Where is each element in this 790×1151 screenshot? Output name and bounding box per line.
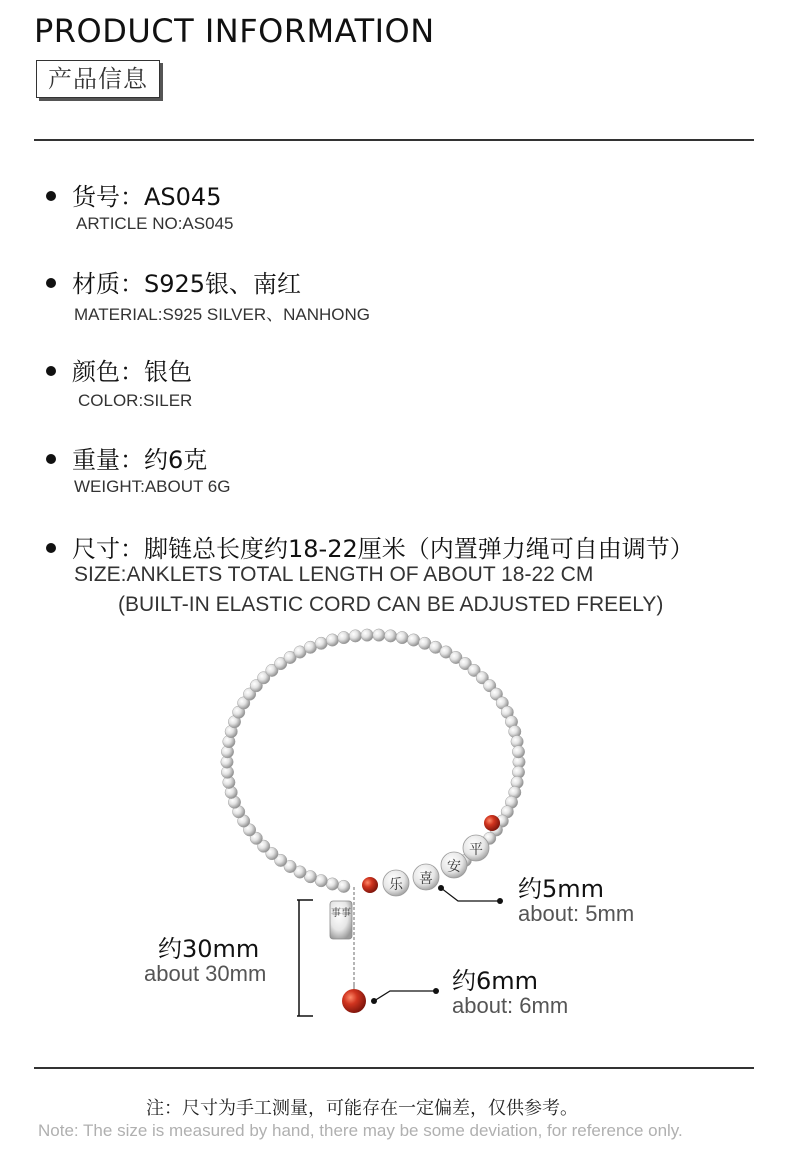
- silver-bead: [407, 634, 419, 646]
- silver-bead: [338, 631, 350, 643]
- bead-size-5mm-en: about: 5mm: [518, 901, 635, 926]
- red-agate-bead: [484, 815, 500, 831]
- charm-bead-an: [441, 852, 467, 878]
- spec-material-en: MATERIAL:S925 SILVER、NANHONG: [74, 305, 371, 324]
- silver-tag-charm: [330, 901, 352, 939]
- silver-bead: [326, 878, 338, 890]
- spec-weight-zh: 重量：约6克: [46, 440, 207, 475]
- silver-bead: [338, 880, 350, 892]
- charm-char: 安: [447, 859, 461, 875]
- page-title: PRODUCT INFORMATION: [34, 12, 435, 50]
- spec-size-en-note: (BUILT-IN ELASTIC CORD CAN BE ADJUSTED FREELY): [118, 593, 664, 616]
- silver-bead: [419, 637, 431, 649]
- spec-material-zh: 材质：S925银、南红: [46, 264, 301, 299]
- silver-bead: [315, 637, 327, 649]
- tag-text: 事事: [331, 908, 351, 919]
- footer-divider: [34, 1067, 754, 1069]
- note-zh: 注：尺寸为手工测量，可能存在一定偏差，仅供参考。: [146, 1098, 578, 1119]
- spec-article-en: ARTICLE NO:AS045: [76, 214, 234, 233]
- red-agate-drop-bead: [342, 989, 366, 1013]
- charm-char: 喜: [419, 871, 433, 887]
- spec-color-en: COLOR:SILER: [78, 391, 193, 410]
- page-subtitle: 产品信息: [36, 60, 160, 98]
- red-agate-bead: [362, 877, 378, 893]
- bullet-icon: [46, 366, 56, 376]
- charm-char: 乐: [389, 877, 403, 893]
- bead-size-5mm-zh: 约5mm: [518, 875, 605, 903]
- header-divider: [34, 139, 754, 141]
- spec-color-zh: 颜色：银色: [46, 352, 192, 387]
- anklet-illustration: [0, 615, 790, 1055]
- note-en: Note: The size is measured by hand, there may be some deviation, for reference only.: [38, 1121, 683, 1140]
- bullet-icon: [46, 543, 56, 553]
- bullet-icon: [46, 191, 56, 201]
- bead-size-6mm-en: about: 6mm: [452, 993, 569, 1018]
- charm-char: 平: [469, 842, 483, 858]
- charm-bead-ping: [463, 835, 489, 861]
- length-bracket: [297, 900, 313, 1016]
- silver-bead: [326, 634, 338, 646]
- silver-bead: [373, 629, 385, 641]
- bullet-icon: [46, 278, 56, 288]
- silver-bead: [304, 641, 316, 653]
- spec-article-zh: 货号：AS045: [46, 177, 221, 212]
- silver-bead: [349, 630, 361, 642]
- silver-bead: [361, 629, 373, 641]
- spec-weight-en: WEIGHT:ABOUT 6G: [74, 477, 231, 496]
- charm-bead-xi: [413, 864, 439, 890]
- length-30mm-en: about 30mm: [144, 961, 267, 986]
- silver-bead: [384, 630, 396, 642]
- silver-bead: [512, 746, 524, 758]
- callout-5mm: [438, 885, 503, 904]
- silver-bead: [396, 631, 408, 643]
- bullet-icon: [46, 454, 56, 464]
- bead-size-6mm-zh: 约6mm: [452, 967, 539, 995]
- charm-bead-le: [383, 870, 409, 896]
- spec-size-en: SIZE:ANKLETS TOTAL LENGTH OF ABOUT 18-22 CM: [74, 563, 594, 586]
- length-30mm-zh: 约30mm: [158, 935, 260, 963]
- callout-6mm: [371, 988, 439, 1004]
- spec-size-zh: 尺寸：脚链总长度约18-22厘米（内置弹力绳可自由调节）: [46, 529, 694, 564]
- silver-bead: [315, 875, 327, 887]
